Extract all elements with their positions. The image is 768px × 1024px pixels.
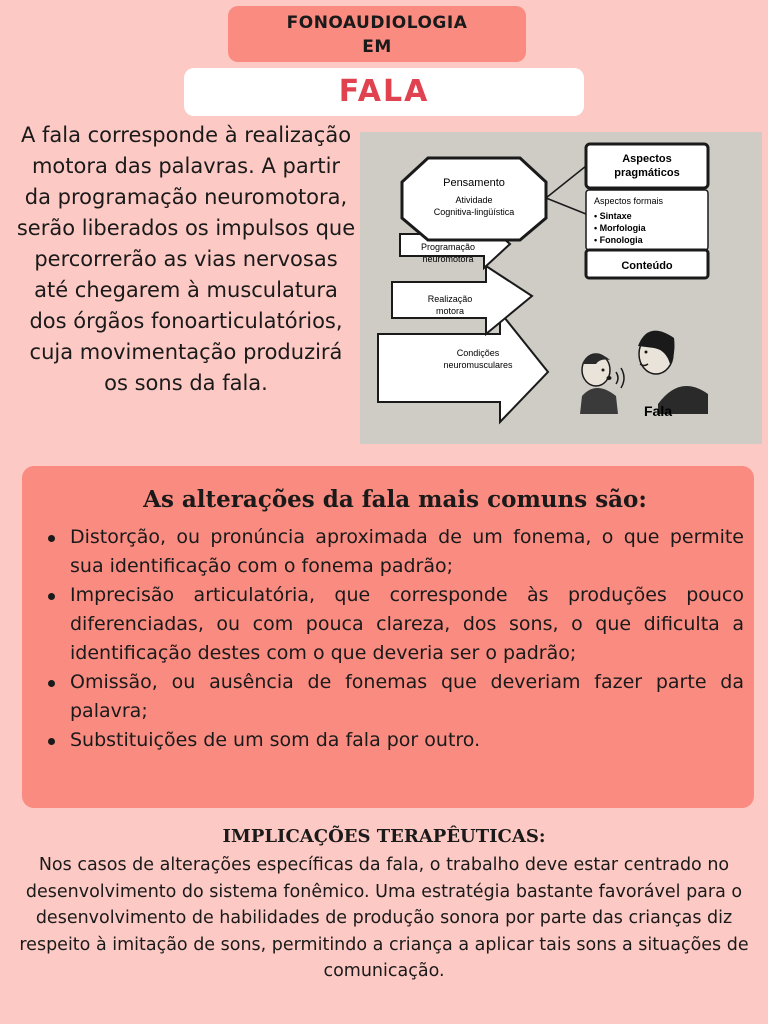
speech-diagram	[360, 132, 762, 444]
list-item: Omissão, ou ausência de fonemas que deveriam fazer parte da palavra;	[60, 668, 744, 726]
text-conteudo: Conteúdo	[621, 260, 673, 272]
text-morfologia: • Morfologia	[594, 223, 646, 233]
text-realizacao-2: motora	[435, 306, 465, 316]
list-item: Substituições de um som da fala por outro.	[60, 726, 744, 755]
implicacoes-text: Nos casos de alterações específicas da fala, o trabalho deve estar centrado no desenvolvimento do sistema fonêmico. Uma estratégia bastante favorável para o desenvolvimento de habilidades de produção sonora por parte das crianças diz respeito à imitação de sons, permitindo a criança a aplicar tais sons a situações de comunicação.	[19, 855, 749, 981]
alteracoes-card	[22, 466, 754, 808]
implicacoes-title: IMPLICAÇÕES TERAPÊUTICAS:	[222, 826, 546, 847]
text-aspectos-prag-2: pragmáticos	[614, 167, 680, 179]
list-item: Distorção, ou pronúncia aproximada de um fonema, o que permite sua identificação com o fonema padrão;	[60, 523, 744, 581]
text-pensamento: Pensamento	[443, 177, 505, 189]
text-realizacao-1: Realização	[427, 294, 473, 304]
sound-waves-icon	[616, 368, 624, 388]
header-line1: FONOAUDIOLOGIA	[286, 13, 468, 33]
text-atividade-2: Cognitiva-lingüística	[433, 207, 515, 217]
text-condicoes-2: neuromusculares	[443, 360, 513, 370]
header-line2: EM	[362, 37, 392, 57]
text-fala: Fala	[644, 403, 673, 419]
intro-paragraph: A fala corresponde à realização motora das palavras. A partir da programação neuromotora, serão liberados os impulsos que percorrerão as vias nervosas até chegarem à musculatura dos órgãos fonoarticulatórios, cuja movimentação produzirá os sons da fala.	[16, 123, 356, 395]
page-title: FALA	[184, 68, 584, 116]
text-fonologia: • Fonologia	[594, 235, 643, 245]
adult-figure-icon	[638, 331, 708, 414]
text-programacao-2: neuromotora	[422, 254, 474, 264]
text-programacao-1: Programação	[420, 242, 476, 252]
child-figure-icon	[580, 354, 618, 414]
header-subtitle-badge	[228, 6, 526, 62]
text-aspectos-formais: Aspectos formais	[594, 196, 664, 206]
alteracoes-title: As alterações da fala mais comuns são:	[143, 486, 647, 513]
text-aspectos-prag-1: Aspectos	[622, 153, 672, 165]
text-atividade-1: Atividade	[455, 195, 493, 205]
list-item: Imprecisão articulatória, que corresponde às produções pouco diferenciadas, ou com pouca clareza, dos sons, o que dificulta a identificação destes com o que deveria ser o padrão;	[60, 581, 744, 668]
text-condicoes-1: Condições	[456, 348, 500, 358]
text-sintaxe: • Sintaxe	[594, 211, 632, 221]
alteracoes-list	[46, 523, 744, 755]
box-aspectos-pragmaticos	[586, 144, 708, 188]
